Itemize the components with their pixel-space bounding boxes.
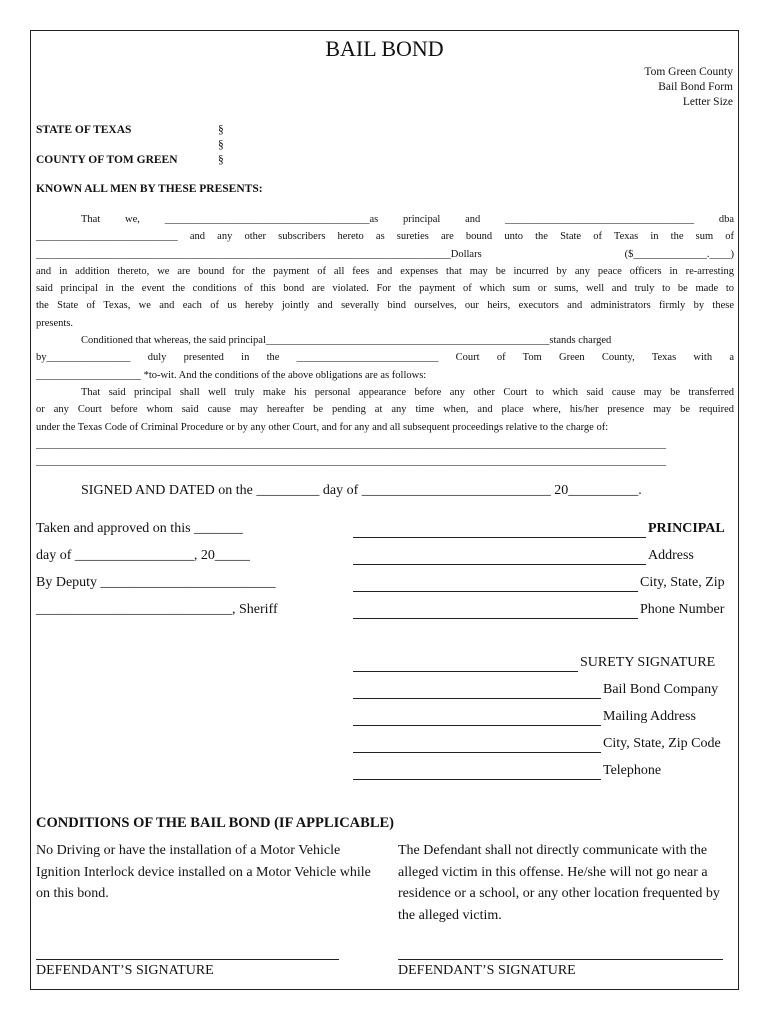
condition-no-driving: No Driving or have the installation of a Motor Vehicle Ignition Interlock device installed on a Motor Vehicle while on this bond.: [36, 843, 371, 901]
form-note-size: Letter Size: [682, 96, 733, 108]
form-title: BAIL BOND: [325, 36, 444, 61]
body-line: presents.: [36, 317, 74, 329]
mailing-address-label: Mailing Address: [603, 709, 696, 724]
defendant-signature-field-left[interactable]: [36, 959, 339, 960]
charge-blank-line[interactable]: ________________________________________________________________________________________________________________________: [36, 438, 666, 450]
conditions-heading: CONDITIONS OF THE BAIL BOND (IF APPLICABLE): [36, 815, 394, 831]
form-note: [644, 65, 733, 110]
body-line: by________________ duly presented in the ___________________________ Court of Tom Green County, Texas with a: [36, 352, 734, 364]
county-name: COUNTY OF TOM GREEN: [36, 154, 178, 166]
telephone-field[interactable]: [353, 779, 601, 780]
form-note-form: Bail Bond Form: [658, 81, 733, 93]
bail-bond-company-label: Bail Bond Company: [603, 682, 719, 697]
surety-signature-field[interactable]: [353, 671, 578, 672]
bail-bond-company-field[interactable]: [353, 698, 601, 699]
body-line: or any Court before whom said cause may hereafter be pending at any time when, and place where, his/her presence may be required: [36, 404, 734, 416]
mailing-address-field[interactable]: [353, 725, 601, 726]
city-state-zip-label: City, State, Zip: [640, 575, 725, 590]
defendant-signature-field-right[interactable]: [398, 959, 723, 960]
principal-city-field[interactable]: [353, 591, 638, 592]
section-mark-3: §: [218, 154, 224, 166]
principal-label: PRINCIPAL: [648, 521, 725, 536]
defendant-signature-label-left: DEFENDANT’S SIGNATURE: [36, 963, 214, 978]
body-line: That said principal shall well truly make his personal appearance before any other Court to which said cause may be transferred: [81, 386, 734, 398]
signed-and-dated[interactable]: SIGNED AND DATED on the _________ day of ___________________________ 20__________.: [81, 483, 642, 498]
approval-day-line[interactable]: day of _________________, 20_____: [36, 548, 250, 563]
body-line: said principal in the event the conditions of this bond are violated. For the payment of which sum or sums, well and truly to be made to: [36, 283, 734, 295]
principal-address-field[interactable]: [353, 564, 646, 565]
charge-blank-line[interactable]: ________________________________________________________________________________________________________________________: [36, 456, 666, 468]
surety-city-field[interactable]: [353, 752, 601, 753]
deputy-line[interactable]: By Deputy _________________________: [36, 575, 276, 590]
sheriff-line[interactable]: ____________________________, Sheriff: [36, 602, 278, 617]
body-line: That we, _______________________________________as principal and ____________________________________ dba: [81, 214, 734, 225]
body-line: ___________________________ and any other subscribers hereto as sureties are bound unto the State of Texas in the sum of: [36, 231, 734, 243]
section-mark-2: §: [218, 139, 224, 151]
body-line: the State of Texas, we and each of us hereby jointly and severally bind ourselves, our heirs, executors and administrators firmly by these: [36, 300, 734, 312]
address-label: Address: [648, 548, 694, 563]
section-mark-1: §: [218, 124, 224, 136]
principal-phone-field[interactable]: [353, 618, 638, 619]
phone-number-label: Phone Number: [640, 602, 725, 617]
body-line: ____________________ *to-wit. And the conditions of the above obligations are as follows:: [36, 369, 427, 381]
taken-approved-line[interactable]: Taken and approved on this _______: [36, 521, 244, 536]
telephone-label: Telephone: [603, 763, 662, 778]
condition-no-contact: The Defendant shall not directly communicate with the alleged victim in this offense. He/she will not go near a residence or a school, or any other location frequented by the alleged victim.: [398, 843, 720, 923]
body-line: under the Texas Code of Criminal Procedure or by any other Court, and for any and all subsequent proceedings relative to the charge of:: [36, 421, 609, 433]
body-line: and in addition thereto, we are bound for the payment of all fees and expenses that may be incurred by any peace officers in re-arresting: [36, 265, 734, 277]
body-line: Conditioned that whereas, the said principal______________________________________________________stands charged: [81, 335, 612, 347]
surety-city-label: City, State, Zip Code: [603, 736, 721, 751]
known-all-men-heading: KNOWN ALL MEN BY THESE PRESENTS:: [36, 183, 263, 195]
state-of-texas: STATE OF TEXAS: [36, 124, 132, 136]
bond-form-frame: [30, 30, 739, 990]
form-note-county: Tom Green County: [644, 66, 733, 78]
surety-signature-label: SURETY SIGNATURE: [580, 655, 716, 670]
body-line: _______________________________________________________________________________Dollars ($______________.____): [36, 248, 734, 260]
defendant-signature-label-right: DEFENDANT’S SIGNATURE: [398, 963, 576, 978]
principal-signature-field[interactable]: [353, 537, 646, 538]
bond-body-text: [36, 211, 734, 470]
